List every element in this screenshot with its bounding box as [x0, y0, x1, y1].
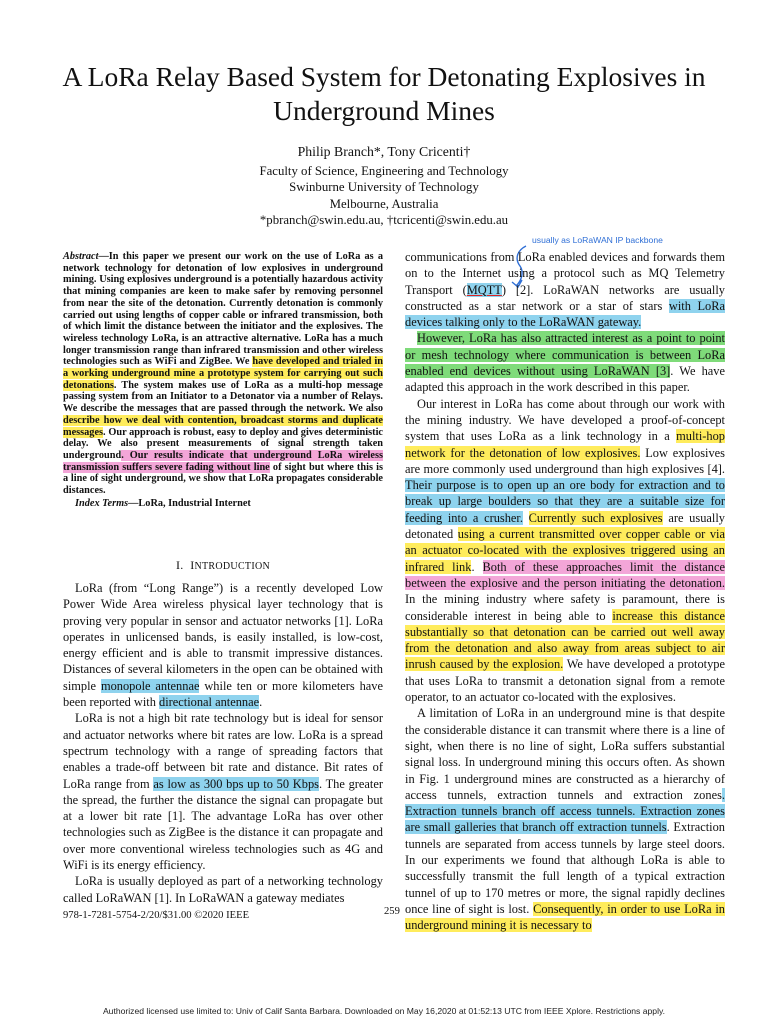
author-block	[140, 144, 628, 229]
paper-title: A LoRa Relay Based System for Detonating Explosives in Underground Mines	[62, 61, 706, 126]
highlight-increase-distance: increase this distance substantially so that detonation can be carried out well away from the detonation and also away from areas subject to air inrush caused by the explosion.	[405, 608, 726, 672]
highlight-bitrate: as low as 300 bps up to 50 Kbps	[153, 776, 319, 791]
highlight-directional: directional antennae	[159, 695, 260, 710]
author-emails: *pbranch@swin.edu.au, †tcricenti@swin.edu.au	[259, 213, 509, 228]
abstract-label: Abstract	[63, 251, 99, 262]
license-footer: Authorized licensed use limited to: Univ of Calif Santa Barbara. Downloaded on May 16,2020 at 01:52:13 UTC from IEEE Xplore. Restrictions apply.	[102, 1006, 666, 1016]
text-run: .	[259, 695, 263, 710]
highlight-current-explosives: Currently such explosives	[528, 510, 663, 525]
text-run: .	[471, 559, 483, 574]
abstract-highlight-prototype: have developed and trialed in a working underground mine a prototype system for carrying out such detonations	[63, 356, 383, 391]
text-run: ) [2]. LoRaWAN networks are usually constructed as a star network or a star of stars	[405, 282, 725, 313]
highlight-multihop: multi-hop network for the detonation of low explosives.	[405, 429, 725, 460]
text-run: LoRa is usually deployed as part of a networking technology called LoRaWAN [1]. In LoRaWAN a gateway mediates	[63, 874, 383, 905]
highlight-consequently: Consequently, in order to use LoRa in underground mining it is necessary to	[405, 901, 725, 933]
text-run: . We have adapted this approach in the work described in this paper.	[405, 364, 725, 395]
affiliation-university: Swinburne University of Technology	[289, 180, 479, 195]
index-terms-text: —LoRa, Industrial Internet	[128, 497, 251, 509]
author-names: Philip Branch*, Tony Cricenti†	[297, 144, 471, 159]
paragraph	[63, 873, 383, 906]
highlight-star-network: with LoRa devices talking only to the LoRaWAN gateway.	[405, 298, 726, 330]
highlight-purpose: Their purpose is to open up an ore body for extraction and to break up large boulders so that they are a suitable size for feeding into a crusher.	[405, 478, 725, 525]
highlight-mqtt: MQTT	[466, 282, 502, 297]
paragraph	[63, 710, 383, 873]
abstract-text: —In this paper we present our work on the use of LoRa as a network technology for detonation of low explosives in underground mining. Using explosives underground is a potentially hazardous activity that mining companies are keen to make safer by removing personnel from near the site of the detonation. Currently detonation is commonly carried out using lengths of copper cable or infrared transmission, both of which limit the distance between the initiator and the explosives. The wireless technology LoRa, is an attractive alternative. LoRa has a much longer transmission range than infrared transmission and other wireless technologies such as WiFi and ZigBee. We	[63, 251, 383, 368]
section-number: I.	[175, 558, 184, 572]
paragraph	[405, 330, 725, 395]
abstract-text: . Our approach is robust, easy to deploy and gives deterministic delay. We also present measurements of signal strength taken underground	[63, 426, 383, 461]
text-run: In the mining industry where safety is paramount, there is considerable interest in being able to	[405, 592, 725, 623]
isbn-copyright: 978-1-7281-5754-2/20/$31.00 ©2020 IEEE	[63, 910, 250, 921]
paragraph	[405, 705, 725, 933]
page-number: 259	[384, 906, 400, 917]
abstract-highlight-results: . Our results indicate that underground LoRa wireless transmission suffers severe fading without line	[63, 449, 383, 473]
highlight-copper-cable: using a current transmitted over copper cable or via an actuator co-located with the explosives triggered using an infrared link	[405, 527, 725, 574]
text-run: We have developed a prototype that uses LoRa to transmit a detonation signal from a remote operator, to an actuator co-located with the explosives.	[405, 657, 725, 705]
affiliation-faculty: Faculty of Science, Engineering and Technology	[259, 163, 509, 178]
text-run: communications from LoRa enabled devices and forwards them on to the Internet using a protocol such as MQ Telemetry Transport (	[405, 250, 725, 297]
highlight-point-to-point: However, LoRa has also attracted interest as a point to point or mesh technology where communication is between LoRa enabled end devices without using LoRaWAN [3]	[405, 331, 725, 379]
handwritten-annotation: usually as LoRaWAN IP backbone	[532, 235, 663, 245]
highlight-extraction-tunnels: . Extraction tunnels branch off access tunnels. Extraction zones are small galleries that branch off extraction tunnels	[405, 787, 725, 835]
abstract-text: . The system makes use of LoRa as a multi-hop message passing system from an Initiator to a Detonator via a number of Relays. We describe the messages that are passed through the network. We also	[63, 379, 383, 415]
highlight-limit-distance: Both of these approaches limit the distance between the explosive and the person initiating the detonation.	[405, 559, 725, 590]
section-title-rest: NTRODUCTION	[194, 561, 271, 572]
text-run: LoRa (from “Long Range”) is a recently developed Low Power Wide Area wireless physical layer technology that is proving very popular in sensor and actuator networks [1]. LoRa operates in unlicensed bands, is easily installed, is low-cost, energy efficient and is able to transmit impressive distances. Distances of several kilometers in the open can be obtained with simple	[63, 581, 383, 693]
abstract-highlight-contention: describe how we deal with contention, broadcast storms and duplicate messages	[63, 414, 383, 438]
paragraph	[405, 249, 725, 330]
index-terms	[63, 498, 383, 510]
introduction-text	[63, 580, 383, 906]
text-run: LoRa is not a high bit rate technology but is ideal for sensor and actuator networks where bit rates are low. LoRa is a spread spectrum technology with a range of spreading factors that enables a trade-off between bit rate and distance. Bit rates of LoRa range from	[63, 711, 383, 791]
abstract	[63, 251, 383, 509]
abstract-text: of sight but where this is a line of sight underground, we show that LoRa propagates considerable distances.	[63, 461, 384, 497]
text-run: Our interest in LoRa has come about through our work with the mining industry. We have developed a proof-of-concept system that uses LoRa as a link technology in a	[405, 396, 725, 444]
section-title-initial: I	[190, 558, 195, 572]
text-run: are usually detonated	[405, 510, 725, 542]
text-run: A limitation of LoRa in an underground mine is that despite the considerable distance it can transmit where there is a line of sight, when there is no line of sight, LoRa suffers substantial signal loss. In underground mining this occurs often. As shown in Fig. 1 underground mines are constructed as a hierarchy of access tunnels, extraction tunnels and extraction zones	[405, 706, 725, 802]
paragraph	[63, 580, 383, 710]
index-terms-label: Index Terms	[75, 497, 129, 509]
highlight-monopole: monopole antennae	[100, 678, 200, 693]
text-run: Low explosives are more commonly used underground than high explosives [4].	[405, 445, 725, 476]
right-column-text	[405, 249, 725, 933]
text-run: . The greater the spread, the further the distance the signal can propagate but at a lower bit rate [1]. The advantage LoRa has over other technologies such as ZigBee is the distance it can propagate and over more conventional wireless technologies such as 4G and WiFi is its energy efficiency.	[63, 776, 383, 873]
paragraph	[405, 396, 725, 706]
text-run: while ten or more kilometers have been reported with	[63, 678, 384, 710]
affiliation-location: Melbourne, Australia	[329, 196, 439, 211]
section-heading-introduction	[63, 558, 383, 573]
text-run: . Extraction tunnels are separated from access tunnels by large steel doors. In our experiments we found that although LoRa is able to successfully transmit the full length of a typical extraction tunnel of up to 170 metres or more, the signal rapidly declines once line of sight is lost.	[405, 820, 726, 916]
text-run	[523, 511, 529, 525]
